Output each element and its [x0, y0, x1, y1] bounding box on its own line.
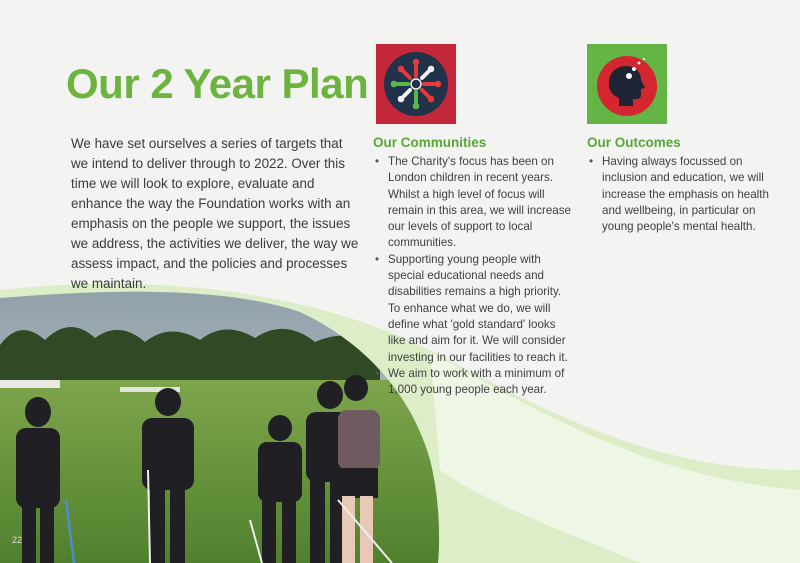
community-people-circle-icon: [376, 44, 456, 124]
list-item: • The Charity's focus has been on London children in recent years. Whilst a high level of focus will remain in this area, we will increase our levels of support to local communities.: [373, 154, 573, 252]
list-item: • Having always focussed on inclusion and education, we will increase the emphasis on health and wellbeing, in particular on young people's mental health.: [587, 154, 777, 235]
communities-heading: Our Communities: [373, 135, 487, 150]
list-item: • Supporting young people with special educational needs and disabilities remains a high priority. To enhance what we do, we will define what 'gold standard' looks like and aim for it. We will consider investing in our facilities to reach it.: [373, 252, 573, 366]
head-mind-icon: [587, 44, 667, 124]
page-number: 22: [12, 535, 23, 545]
intro-paragraph: We have set ourselves a series of targets that we intend to deliver through to 2022. Over this time we will look to explore, evaluate and enhance the way the Foundation works with an emphasis on the people we support, the issues we address, the activities we deliver, the way we assess impact, and the policies and processes we maintain.: [71, 136, 359, 291]
outcomes-heading: Our Outcomes: [587, 135, 681, 150]
list-item: • We aim to work with a minimum of 1,000 young people each year.: [373, 366, 573, 399]
outcomes-bullet-list: [587, 154, 777, 235]
page-title: Our 2 Year Plan: [66, 60, 369, 107]
communities-bullet-list: [373, 154, 573, 398]
